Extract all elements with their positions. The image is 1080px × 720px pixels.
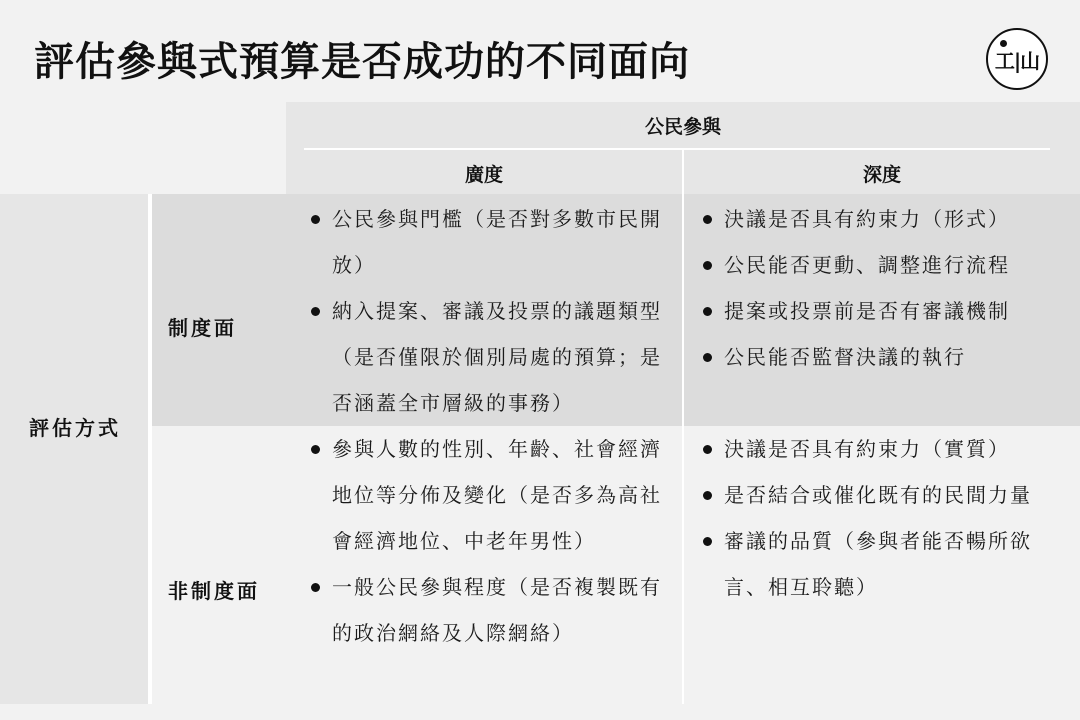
bullet-icon <box>703 353 712 362</box>
list-item: 是否結合或催化既有的民間力量 <box>702 472 1072 518</box>
bullet-icon <box>311 583 320 592</box>
eval-label: 評估方式 <box>29 416 121 440</box>
bullet-icon <box>703 537 712 546</box>
list-item: 審議的品質（參與者能否暢所欲言、相互聆聽） <box>702 518 1072 610</box>
bullet-icon <box>311 445 320 454</box>
list-item: 提案或投票前是否有審議機制 <box>702 288 1072 334</box>
row-label-institutional: 制度面 <box>168 316 237 340</box>
cell-non-institutional-breadth <box>310 426 672 656</box>
list-item: 納入提案、審議及投票的議題類型（是否僅限於個別局處的預算；是否涵蓋全市層級的事務） <box>310 288 672 426</box>
page-title: 評估參與式預算是否成功的不同面向 <box>34 39 690 85</box>
row-label-non-institutional: 非制度面 <box>168 579 260 603</box>
bullet-icon <box>703 215 712 224</box>
header-group-label: 公民參與 <box>644 116 721 138</box>
list-item: 一般公民參與程度（是否複製既有的政治網絡及人際網絡） <box>310 564 672 656</box>
bullet-icon <box>703 445 712 454</box>
list-item: 公民參與門檻（是否對多數市民開放） <box>310 196 672 288</box>
list-item: 公民能否更動、調整進行流程 <box>702 242 1072 288</box>
list-item: 決議是否具有約束力（實質） <box>702 426 1072 472</box>
bullet-icon <box>703 307 712 316</box>
bullet-icon <box>703 491 712 500</box>
column-divider <box>682 150 684 704</box>
bullet-icon <box>311 215 320 224</box>
bullet-icon <box>311 307 320 316</box>
header-divider <box>304 148 1050 150</box>
cell-institutional-breadth <box>310 196 672 426</box>
column-header-breadth: 廣度 <box>464 164 503 186</box>
logo-dot-icon <box>1000 40 1007 47</box>
cell-non-institutional-depth <box>702 426 1072 610</box>
list-item: 公民能否監督決議的執行 <box>702 334 1072 380</box>
eval-divider <box>148 194 152 704</box>
cell-institutional-depth <box>702 196 1072 380</box>
eval-band <box>0 194 150 704</box>
list-item: 參與人數的性別、年齡、社會經濟地位等分佈及變化（是否多為高社會經濟地位、中老年男性） <box>310 426 672 564</box>
column-header-depth: 深度 <box>862 164 901 186</box>
bullet-icon <box>703 261 712 270</box>
logo <box>986 28 1048 90</box>
logo-text: 工|山 <box>994 48 1040 73</box>
list-item: 決議是否具有約束力（形式） <box>702 196 1072 242</box>
